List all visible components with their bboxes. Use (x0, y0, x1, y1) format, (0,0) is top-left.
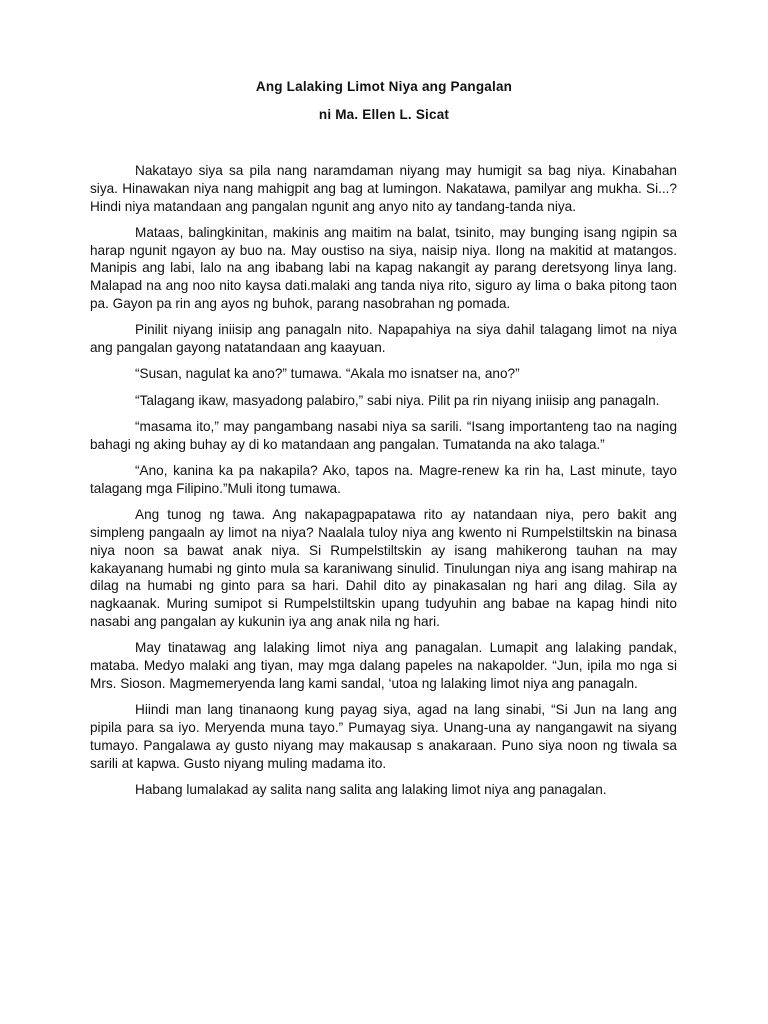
document-title: Ang Lalaking Limot Niya ang Pangalan (255, 79, 513, 94)
paragraph: “Susan, nagulat ka ano?” tumawa. “Akala mo isnatser na, ano?” (135, 366, 520, 382)
document-body (90, 162, 677, 807)
paragraph: Habang lumalakad ay salita nang salita ang lalaking limot niya ang panagalan. (135, 781, 607, 797)
paragraph: Hiindi man lang tinanaong kung payag siya, agad na lang sinabi, “Si Jun na lang ang pipila para sa iyo. Meryenda muna tayo.” Pumayag siya. Unang-una ay nangangawit na siyang tumayo. Pangalawa ay gusto niyang may makausap s anakaraan. Puno siya noon ng tiwala sa sarili at kapwa. Gusto niyang muling madama ito. (90, 702, 677, 771)
paragraph: Pinilit niyang iniisip ang panagaln nito. Napapahiya na siya dahil talagang limot na niya ang pangalan gayong natatandaan ang kaayuan. (90, 322, 677, 356)
paragraph: “Talagang ikaw, masyadong palabiro,” sabi niya. Pilit pa rin niyang iniisip ang panagaln. (135, 392, 660, 408)
paragraph: Ang tunog ng tawa. Ang nakapagpapatawa rito ay natandaan niya, pero bakit ang simpleng pangaaln ay limot na niya? Naalala tuloy niya ang kwento ni Rumpelstiltskin na binasa niya noon sa bawat anak niya. Si Rumpelstiltskin ay isang mahikerong tauhan na may kakayanang humabi ng ginto mula sa karaniwang sinulid. Tinulungan niya ang isang mahirap na dilag na humabi ng ginto para sa hari. Dahil dito ay pinakasalan ng hari ang dilag. Sila ay nagkaanak. Muring sumipot si Rumpelstiltskin upang tudyuhin ang babae na kapag hindi nito nasabi ang pangalan ay kukunin iya ang anak nila ng hari. (90, 507, 677, 630)
paragraph: “Ano, kanina ka pa nakapila? Ako, tapos na. Magre-renew ka rin ha, Last minute, tayo talagang mga Filipino.”Muli itong tumawa. (90, 463, 677, 496)
paragraph: May tinatawag ang lalaking limot niya ang panagalan. Lumapit ang lalaking pandak, mataba. Medyo malaki ang tiyan, may mga dalang papeles na nakapolder. “Jun, ipila mo nga si Mrs. Sioson. Magmemeryenda lang kami sandal, ‘utoa ng lalaking limot niya ang panagaln. (90, 640, 677, 691)
paragraph: “masama ito,” may pangambang nasabi niya sa sarili. “Isang importanteng tao na naging bahagi ng aking buhay ay di ko matandaan ang pangalan. Tumatanda na ako talaga.” (90, 419, 677, 452)
document-author: ni Ma. Ellen L. Sicat (318, 107, 450, 122)
paragraph: Mataas, balingkinitan, makinis ang maitim na balat, tsinito, may bunging isang ngipin sa harap ngunit ngayon ay buo na. May oustiso na siya, naisip niya. Ilong na makitid at matangos. Manipis ang labi, lalo na ang ibabang labi na kapag nakangit ay parang deretsyong linya lang. Malapad na ang noo nito kaysa dati.malaki ang tanda niya rito, siguro ay lima o baka pitong taon pa. Gayon pa rin ang ayos ng buhok, parang nasobrahan ng pomada. (90, 224, 677, 312)
paragraph: Nakatayo siya sa pila nang naramdaman niyang may humigit sa bag niya. Kinabahan siya. Hinawakan niya nang mahigpit ang bag at lumingon. Nakatawa, pamilyar ang mukha. Si...? Hindi niya matandaan ang pangalan ngunit ang anyo nito ay tandang-tanda niya. (90, 163, 677, 214)
